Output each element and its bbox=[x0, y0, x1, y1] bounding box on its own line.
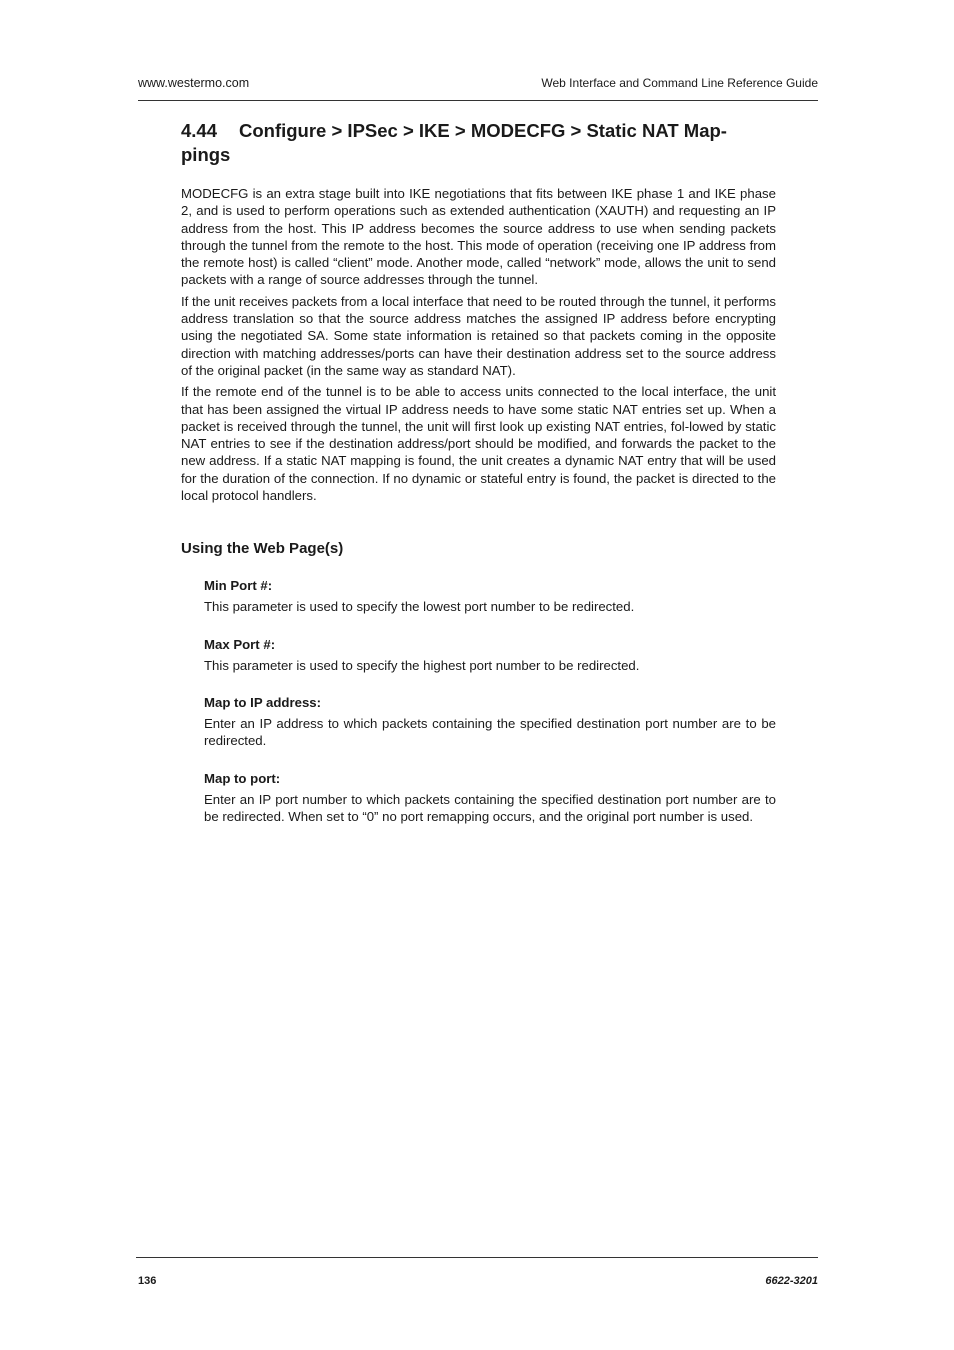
page-header bbox=[138, 76, 818, 101]
param-title: Min Port #: bbox=[204, 578, 273, 594]
parameter-list bbox=[204, 577, 776, 825]
section-title-text: Configure > IPSec > IKE > MODECFG > Static NAT Map-pings bbox=[181, 120, 727, 165]
section-title bbox=[181, 119, 776, 167]
param-description: Enter an IP address to which packets containing the specified destination port number are to be redirected. bbox=[204, 715, 776, 749]
param-max-port bbox=[204, 636, 776, 674]
section-number: 4.44 bbox=[181, 120, 218, 141]
param-description: This parameter is used to specify the highest port number to be redirected. bbox=[204, 657, 640, 673]
main-content bbox=[181, 119, 776, 845]
static-nat-paragraph: If the remote end of the tunnel is to be able to access units connected to the local interface, the unit that has been assigned the virtual IP address needs to have some static NAT entries set up. When a packet is received through the tunnel, the unit will first look up existing NAT entries, fol-lowed by static NAT entries to see if the destination address/port should be modified, and forwards the packet to the new address. If a static NAT mapping is found, the unit creates a dynamic NAT entry that will be used for the duration of the connection. If no dynamic or stateful entry is found, the packet is directed to the local protocol handlers. bbox=[181, 384, 776, 504]
guide-title: Web Interface and Command Line Reference Guide bbox=[541, 76, 818, 90]
param-title: Map to port: bbox=[204, 770, 281, 786]
page-number: 136 bbox=[138, 1275, 157, 1287]
website-url: www.westermo.com bbox=[138, 76, 250, 90]
param-map-ip bbox=[204, 694, 776, 750]
intro-paragraph: MODECFG is an extra stage built into IKE negotiations that fits between IKE phase 1 and IKE phase 2, and is used to perform operations such as extended authentication (XAUTH) and requesting an IP address from the host. This IP address becomes the source address to use when sending packets through the tunnel from the remote to the host. This mode of operation (receiving one IP address from the remote host) is called “client” mode. Another mode, called “network” mode, allows the unit to send packets with a range of source addresses through the tunnel. bbox=[181, 186, 776, 288]
param-map-port bbox=[204, 770, 776, 826]
param-description: Enter an IP port number to which packets containing the specified destination port number are to be redirected. When set to “0” no port remapping occurs, and the original port number is used. bbox=[204, 791, 776, 824]
param-min-port bbox=[204, 577, 776, 615]
web-page-subheading: Using the Web Page(s) bbox=[181, 540, 344, 558]
param-description: This parameter is used to specify the lowest port number to be redirected. bbox=[204, 599, 635, 615]
param-title: Map to IP address: bbox=[204, 694, 322, 710]
param-title: Max Port #: bbox=[204, 636, 276, 652]
translation-paragraph: If the unit receives packets from a local interface that need to be routed through the tunnel, it performs address translation so that the source address matches the assigned IP address before encrypting using the negotiated SA. Some state information is retained so that packets coming in the opposite direction with matching addresses/ports can have their destination address set to the source address of the original packet (in the same way as standard NAT). bbox=[181, 293, 776, 378]
document-number: 6622-3201 bbox=[765, 1275, 818, 1287]
page-footer bbox=[136, 1257, 818, 1287]
